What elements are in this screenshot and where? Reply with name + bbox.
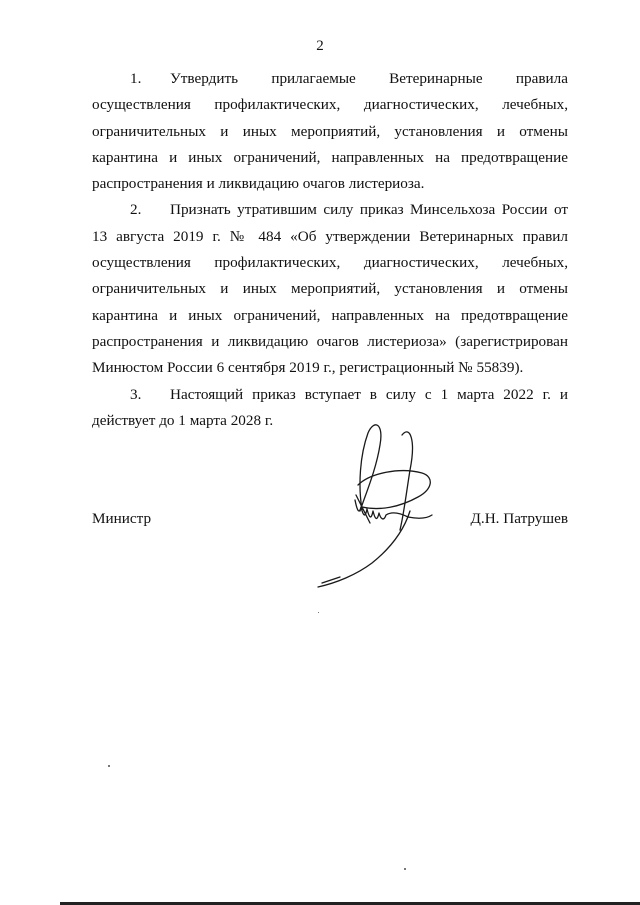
paragraph-text: Утвердить прилагаемые Ветеринарные правила осуществления профилактических, диагностических, лечебных, ограничительных и иных мероприятий, установления и отмены карантина и иных ограничений, направленных на предотвращение распространения и ликвидацию очагов листериоза. [92, 70, 568, 193]
paragraph-number: 2. [130, 201, 142, 219]
paragraph-text: Настоящий приказ вступает в силу с 1 марта 2022 г. и действует до 1 марта 2028 г. [92, 385, 568, 429]
paragraph-number: 1. [130, 70, 142, 87]
paragraph-text: Признать утратившим силу приказ Минсельхоза России от 13 августа 2019 г. № 484 «Об утверждении Ветеринарных правил осуществления профилактических, диагностических, лечебных, ограничительных и иных мероприятий, установления и отмены карантина и иных ограничений, направленных на предотвращение распространения и ликвидацию очагов листериоза» (зарегистрирован Минюстом России 6 сентября 2019 г., регистрационный № 55839). [92, 201, 568, 377]
order-paragraph-2 [92, 197, 568, 381]
order-body [92, 66, 568, 434]
signatory-title: Министр [92, 510, 152, 527]
scan-speck [318, 612, 319, 613]
paragraph-number: 3. [130, 385, 142, 403]
scan-speck [108, 765, 110, 767]
signatory-name: Д.Н. Патрушев [470, 510, 568, 527]
order-paragraph-1 [92, 66, 568, 197]
page-number: 2 [316, 38, 324, 54]
handwritten-signature [300, 415, 460, 590]
signature-block [92, 510, 568, 536]
scan-speck [404, 868, 406, 870]
